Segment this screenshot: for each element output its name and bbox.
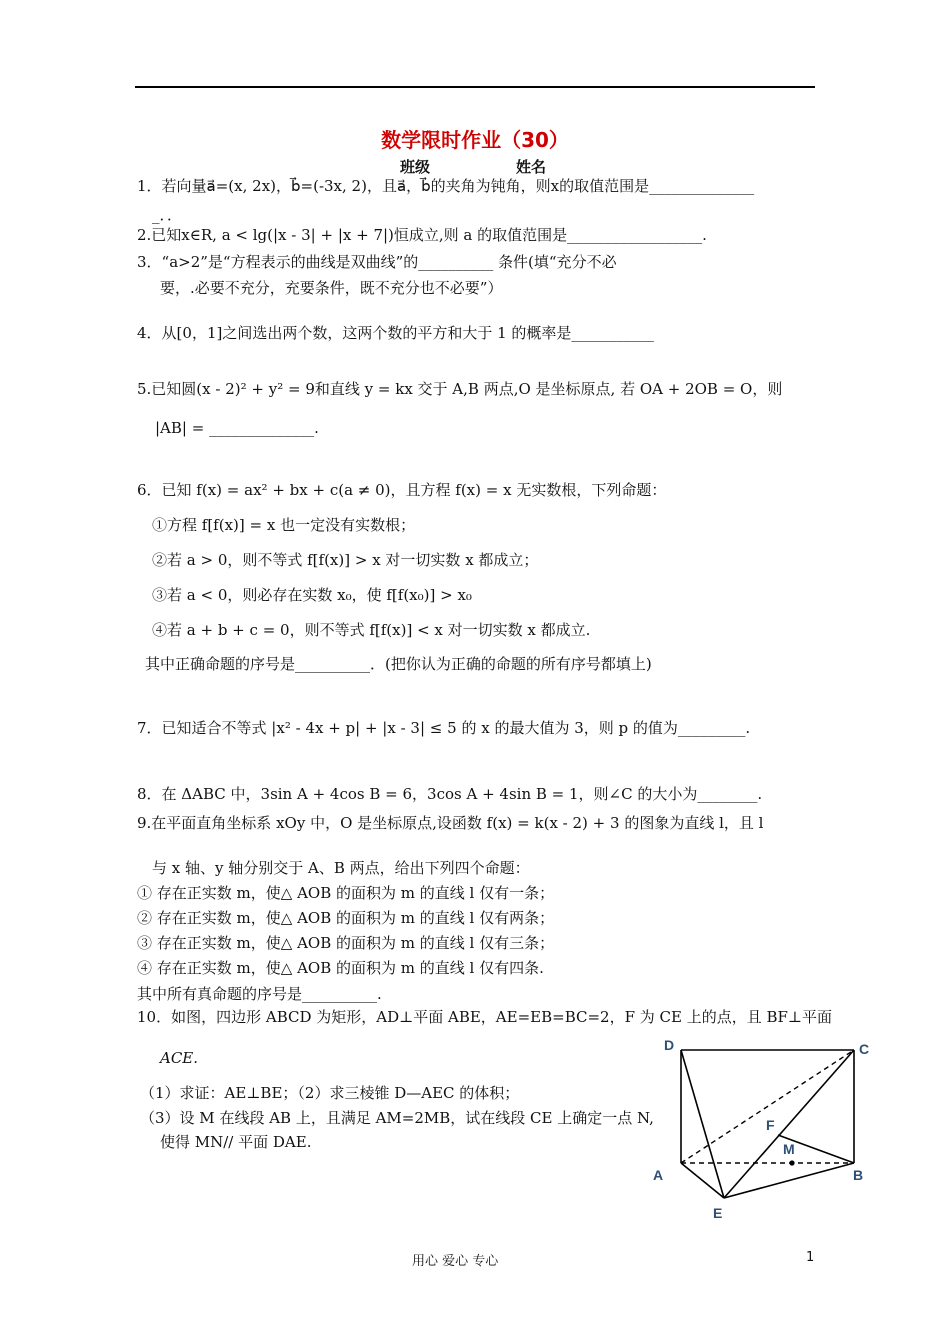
- name-label: 姓名: [516, 158, 547, 176]
- q6-tail: 其中正确命题的序号是__________．(把你认为正确的命题的所有序号都填上): [145, 655, 652, 673]
- q6-item-2: ②若 a > 0，则不等式 f[f(x)] > x 对一切实数 x 都成立；: [152, 551, 539, 569]
- label-B: B: [853, 1167, 864, 1183]
- q10-line4: （3）设 M 在线段 AB 上，且满足 AM=2MB，试在线段 CE 上确定一点 N,: [140, 1109, 654, 1127]
- geometry-figure: [650, 1030, 880, 1230]
- q5-line2: |AB| = ______________.: [155, 419, 319, 437]
- q10-line5: 使得 MN// 平面 DAE.: [160, 1133, 312, 1151]
- label-M: M: [783, 1141, 795, 1157]
- q10-line2: ACE.: [160, 1049, 199, 1067]
- q9-item-1: ① 存在正实数 m，使△ AOB 的面积为 m 的直线 l 仅有一条；: [137, 884, 555, 902]
- q2: 2.已知x∈R, a < lg(|x - 3| + |x + 7|)恒成立,则 a 的取值范围是__________________.: [137, 226, 707, 244]
- q3-line2: 要，.必要不充分，充要条件，既不充分也不必要”）: [160, 279, 503, 297]
- q5-line1: 5.已知圆(x - 2)² + y² = 9和直线 y = kx 交于 A,B 两点,O 是坐标原点, 若 OA + 2OB = O，则: [137, 380, 783, 398]
- q9-item-2: ② 存在正实数 m，使△ AOB 的面积为 m 的直线 l 仅有两条；: [137, 909, 555, 927]
- q6-item-3: ③若 a < 0，则必存在实数 x₀，使 f[f(x₀)] > x₀: [152, 586, 472, 604]
- q9-item-3: ③ 存在正实数 m，使△ AOB 的面积为 m 的直线 l 仅有三条；: [137, 934, 555, 952]
- q7: 7．已知适合不等式 |x² - 4x + p| + |x - 3| ≤ 5 的 x 的最大值为 3，则 p 的值为_________.: [137, 719, 751, 737]
- point-M: [789, 1160, 794, 1165]
- q9-line1: 9.在平面直角坐标系 xOy 中，O 是坐标原点,设函数 f(x) = k(x - 2) + 3 的图象为直线 l，且 l: [137, 814, 764, 832]
- q6-stem: 6．已知 f(x) = ax² + bx + c(a ≠ 0)，且方程 f(x) = x 无实数根，下列命题：: [137, 481, 667, 499]
- footer-text: 用心 爱心 专心: [412, 1254, 499, 1269]
- edge-AE: [681, 1163, 724, 1198]
- q6-item-1: ①方程 f[f(x)] = x 也一定没有实数根；: [152, 516, 416, 534]
- q6-item-4: ④若 a + b + c = 0，则不等式 f[f(x)] < x 对一切实数 x 都成立.: [152, 621, 591, 639]
- q10-line3: （1）求证：AE⊥BE；（2）求三棱锥 D—AEC 的体积；: [140, 1084, 520, 1102]
- q1-line2: _．．: [152, 206, 183, 224]
- q9-item-4: ④ 存在正实数 m，使△ AOB 的面积为 m 的直线 l 仅有四条.: [137, 959, 544, 977]
- header-rule: [135, 86, 815, 88]
- q3-line1: 3．“a>2”是“方程表示的曲线是双曲线”的__________ 条件(填“充分不必: [137, 253, 617, 271]
- q1-line1: 1．若向量a⃗=(x, 2x)，b⃗=(-3x, 2)，且a⃗，b⃗的夹角为钝角，则x的取值范围是______________: [137, 177, 755, 195]
- label-A: A: [653, 1167, 664, 1183]
- q4: 4．从[0，1]之间选出两个数，这两个数的平方和大于 1 的概率是___________: [137, 324, 654, 342]
- q9-line2: 与 x 轴、y 轴分别交于 A、B 两点，给出下列四个命题：: [152, 859, 530, 877]
- page-title: 数学限时作业（30）: [381, 128, 569, 152]
- class-label: 班级: [400, 158, 431, 176]
- edge-EC: [724, 1050, 854, 1198]
- edge-EB: [724, 1163, 854, 1198]
- q10-line1: 10．如图，四边形 ABCD 为矩形，AD⊥平面 ABE，AE=EB=BC=2，F 为 CE 上的点，且 BF⊥平面: [137, 1008, 833, 1026]
- page-number: 1: [806, 1250, 815, 1265]
- edge-DE: [681, 1050, 724, 1198]
- label-E: E: [713, 1205, 723, 1221]
- q9-tail: 其中所有真命题的序号是__________.: [137, 985, 382, 1003]
- q8: 8．在 ΔABC 中，3sin A + 4cos B = 6，3cos A + 4sin B = 1，则∠C 的大小为________.: [137, 785, 763, 803]
- label-C: C: [859, 1041, 870, 1057]
- label-F: F: [766, 1117, 775, 1133]
- label-D: D: [664, 1037, 675, 1053]
- edge-AC-dashed: [681, 1050, 854, 1163]
